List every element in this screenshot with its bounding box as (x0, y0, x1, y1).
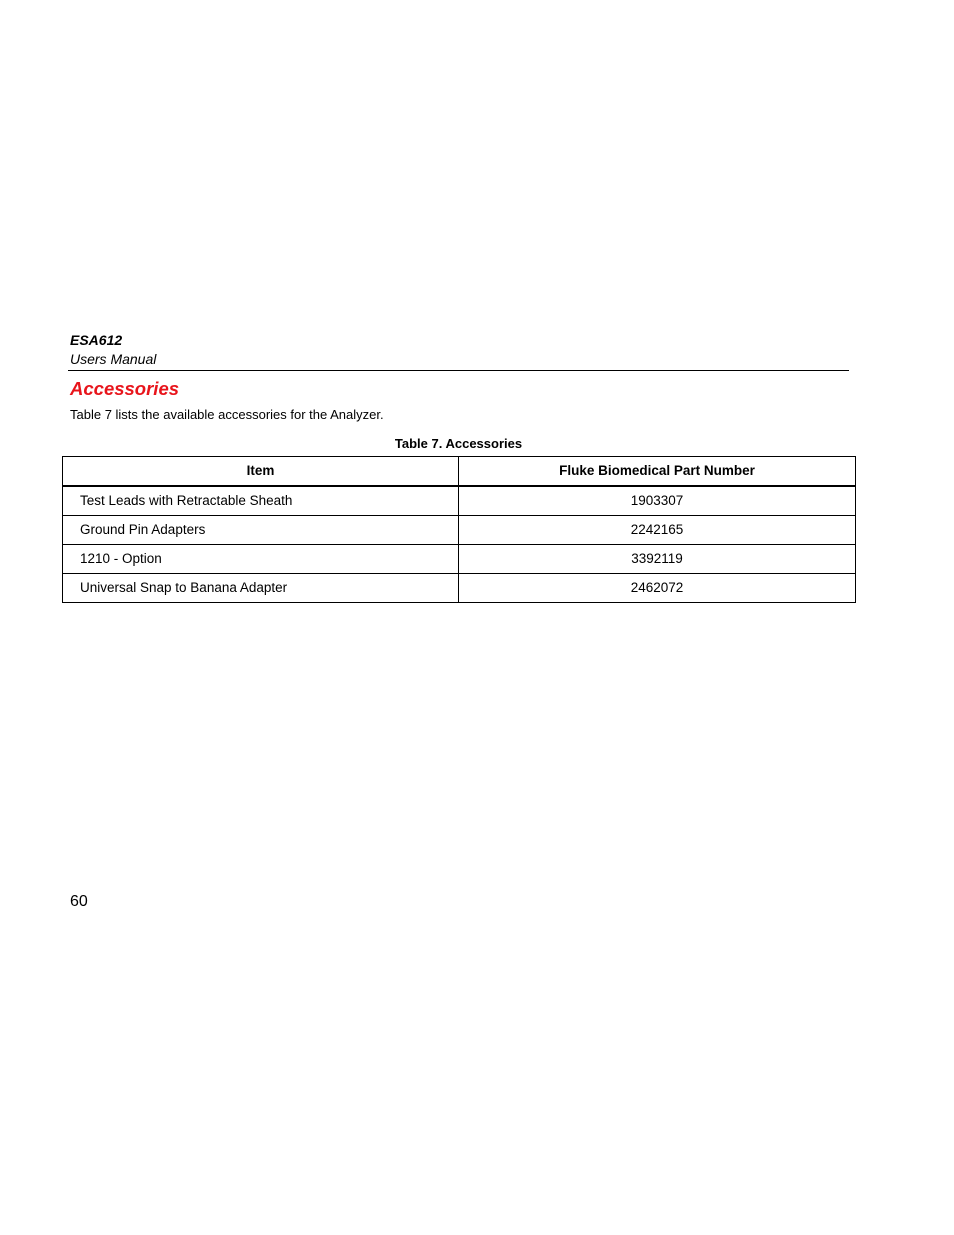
item-cell: Universal Snap to Banana Adapter (63, 574, 459, 603)
accessories-table (62, 456, 856, 603)
table-row (63, 486, 856, 516)
part-number-cell: 2242165 (459, 516, 856, 545)
column-header-part-number: Fluke Biomedical Part Number (459, 457, 856, 487)
header-divider (68, 370, 849, 371)
column-header-item: Item (63, 457, 459, 487)
part-number-cell: 3392119 (459, 545, 856, 574)
item-cell: Ground Pin Adapters (63, 516, 459, 545)
table-header-row (63, 457, 856, 487)
table-row (63, 545, 856, 574)
table-row (63, 574, 856, 603)
product-title: ESA612 (70, 332, 123, 348)
item-cell: Test Leads with Retractable Sheath (63, 486, 459, 516)
item-cell: 1210 - Option (63, 545, 459, 574)
part-number-cell: 2462072 (459, 574, 856, 603)
section-heading: Accessories (70, 378, 180, 399)
manual-subtitle: Users Manual (70, 351, 157, 367)
intro-paragraph: Table 7 lists the available accessories for the Analyzer. (70, 407, 384, 422)
table-row (63, 516, 856, 545)
table-caption: Table 7. Accessories (394, 436, 523, 451)
part-number-cell: 1903307 (459, 486, 856, 516)
page-number: 60 (70, 893, 88, 910)
